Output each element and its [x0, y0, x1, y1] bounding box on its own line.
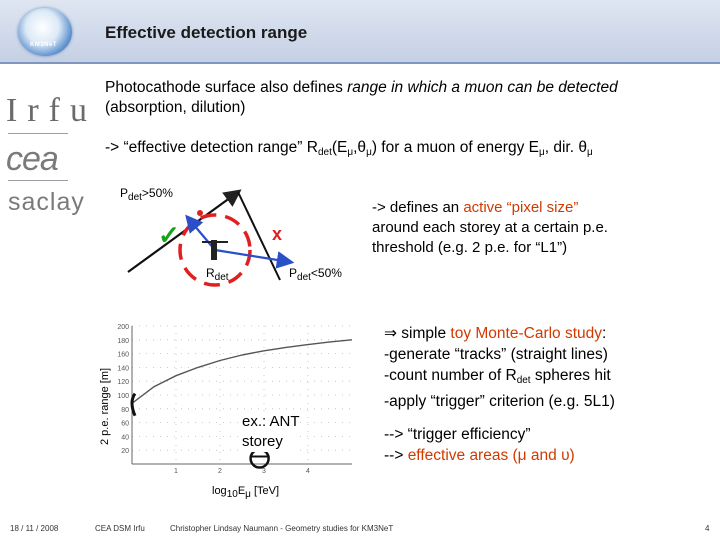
hit-point	[197, 210, 203, 216]
x-tick-label: 3	[262, 468, 266, 475]
header-divider	[0, 62, 720, 64]
rdet-label: $R_{det}$	[206, 266, 229, 283]
plot-ylabel: 2 p.e. range [m]	[99, 367, 111, 445]
y-tick-label: 180	[117, 337, 129, 345]
definition-line: -> “effective detection range” $R_{det}(E_\mu,\theta_\mu)$ for a muon of energy $E_\mu$, dir. $\theta_\mu$	[105, 139, 593, 158]
x-tick-label: 2	[218, 468, 222, 475]
bracket-mark	[132, 394, 135, 416]
irfu-logo: Irfu	[6, 92, 97, 129]
intro-paragraph: Photocathode surface also defines range in which a muon can be detected (absorption, dilution)	[105, 79, 618, 116]
y-tick-label: 160	[117, 351, 129, 359]
plot-xlabel: $\log_{10}E_\mu$ [TeV]	[212, 485, 280, 500]
footer-date: 18 / 11 / 2008	[10, 524, 59, 533]
y-tick-label: 60	[121, 420, 129, 428]
footer-org: CEA DSM Irfu	[95, 524, 145, 533]
cross-icon: x	[272, 224, 283, 244]
y-tick-label: 40	[121, 434, 129, 442]
logo-divider	[8, 133, 68, 134]
pdet-low-label: $P_{det}<50\%$	[289, 266, 342, 283]
pixel-size-note: -> defines an active “pixel size” around each storey at a certain p.e. threshold (e.g. 2 p.e. for “L1”)	[372, 199, 608, 256]
y-tick-label: 80	[121, 406, 129, 414]
series-line	[132, 340, 352, 404]
y-tick-label: 20	[121, 448, 129, 456]
range-plot	[112, 318, 362, 488]
footer-author: Christopher Lindsay Naumann - Geometry studies for KM3NeT	[170, 524, 394, 533]
distance-arrow	[215, 250, 290, 262]
footer-page-number: 4	[705, 524, 710, 533]
storey-icon	[251, 449, 269, 467]
y-tick-label: 120	[117, 379, 129, 387]
pdet-high-label: $P_{det}>50\%$	[120, 186, 173, 203]
cea-logo: cea	[6, 140, 58, 178]
y-tick-label: 200	[117, 324, 129, 331]
plot-annotation: ex.: ANT storey	[242, 413, 300, 450]
km3net-logo	[18, 8, 72, 56]
y-tick-label: 140	[117, 365, 129, 373]
page-title: Effective detection range	[105, 23, 308, 42]
check-icon: ✓	[158, 220, 180, 250]
x-tick-label: 1	[174, 468, 178, 475]
saclay-logo: saclay	[8, 188, 85, 216]
y-tick-label: 100	[117, 393, 129, 400]
logo-divider	[8, 180, 68, 181]
radius-arrow	[188, 218, 215, 250]
km3net-logo-text: KM3NeT	[30, 42, 58, 48]
x-tick-label: 4	[306, 468, 310, 475]
study-description: ⇒ simple toy Monte-Carlo study: -generate “tracks” (straight lines) -count number of $R_{det}$ spheres hit -apply “trigger” criterion (e.g. 5L1) --> “trigger efficiency” --> effective areas (μ and υ)	[384, 325, 615, 464]
